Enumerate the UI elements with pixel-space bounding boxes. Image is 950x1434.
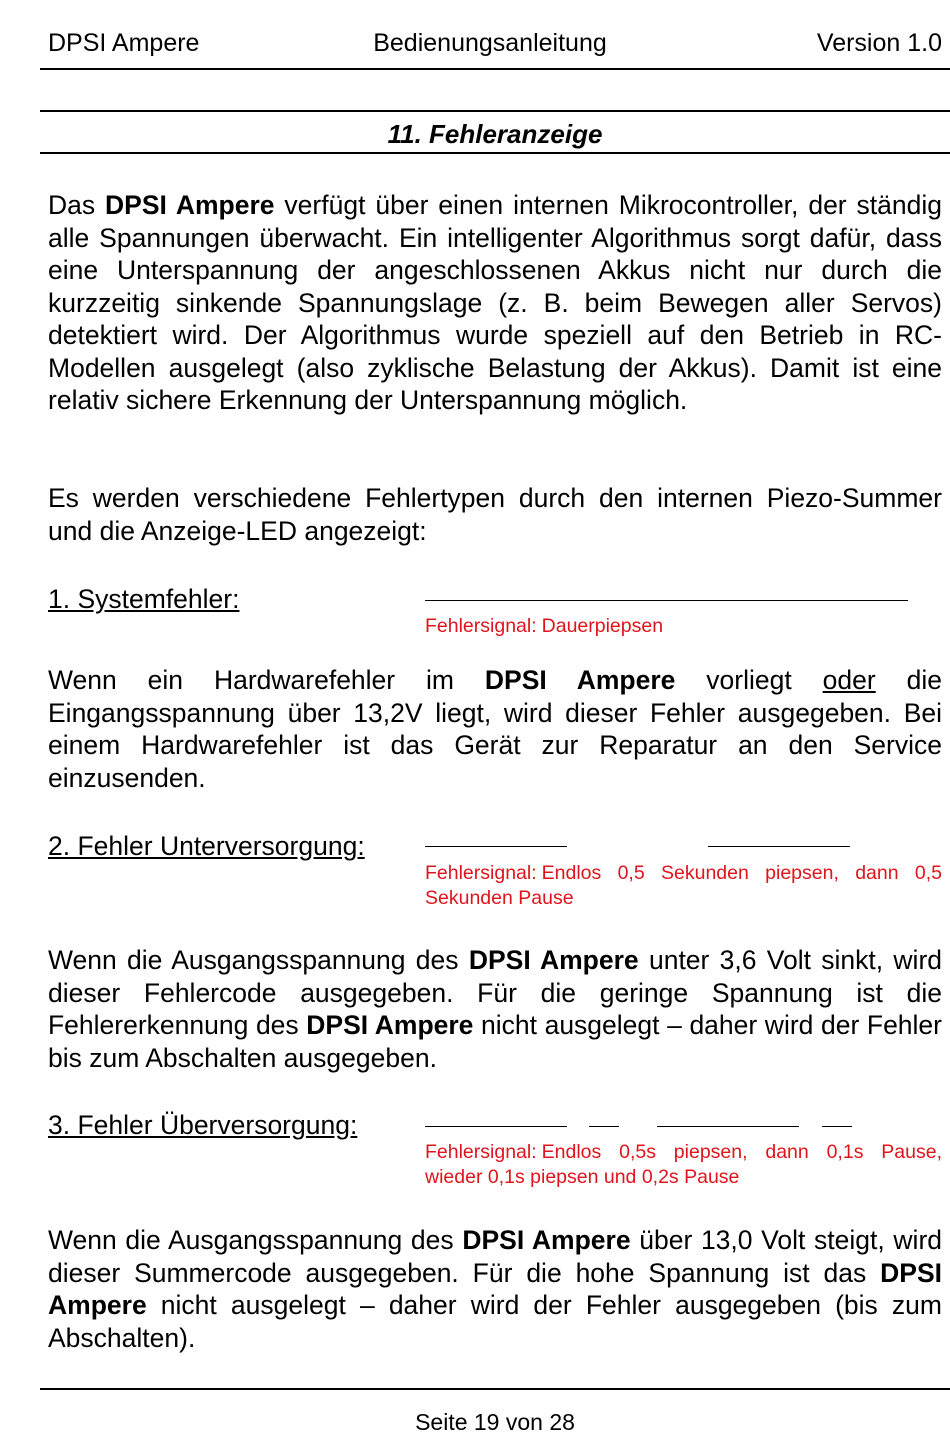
error-2-title: 2. Fehler Unterversorgung: (48, 831, 365, 861)
intro-text-rest: verfügt über einen internen Mikrocontroller, der ständig alle Spannungen überwacht. Ein intelligenter Algorithmus sorgt dafür, dass eine Unterspannung der angeschlossenen Akkus nicht nur durch die kurzzeitig sinkende Spannungslage (z. B. beim Bewegen aller Servos) detektiert wird. Der Algorithmus wurde speziell auf den Betrieb in RC-Modellen ausgelegt (also zyklische Belastung der Akkus). Damit ist eine relativ sichere Erkennung der Unterspannung möglich. (48, 190, 942, 415)
error-3-desc-end: nicht ausgelegt – daher wird der Fehler ausgegeben (bis zum Abschalten). (48, 1290, 942, 1353)
error-2-signal-pulse-2 (708, 846, 850, 847)
intro-text-start: Das (48, 190, 106, 220)
error-3-signal-pulse-4 (822, 1126, 852, 1127)
page-number: Seite 19 von 28 (415, 1409, 575, 1434)
error-1-signal (425, 614, 942, 639)
error-types-paragraph: Es werden verschiedene Fehlertypen durch den internen Piezo-Summer und die Anzeige-LED angezeigt: (48, 483, 942, 546)
underlined-oder: oder (822, 665, 876, 695)
product-name-bold: DPSI Ampere (306, 1010, 474, 1040)
section-title: 11. Fehleranzeige (387, 119, 603, 149)
error-2-signal-pulse-1 (425, 846, 567, 847)
product-name-bold: DPSI Ampere (468, 945, 639, 975)
error-3-signal-pulse-3 (657, 1126, 799, 1127)
header-version: Version 1.0 (816, 29, 942, 57)
error-2-desc-mid: unter 3,6 Volt sinkt, wird dieser Fehlercode ausgegeben. Für die geringe Spannung ist die Fehlererkennung des (48, 945, 943, 1040)
error-1-desc-end: die Eingangsspannung über 13,2V liegt, wird dieser Fehler ausgegeben. Bei einem Hardwarefehler ist das Gerät zur Reparatur an den Service einzusenden. (48, 665, 942, 793)
error-1-desc-mid: vorliegt (675, 665, 823, 695)
error-3-description (48, 1224, 942, 1354)
error-1-desc-start: Wenn ein Hardwarefehler im (48, 665, 485, 695)
product-name-bold: DPSI Ampere (48, 1257, 942, 1320)
error-2-description (48, 944, 942, 1074)
error-2-signal (425, 861, 942, 911)
error-3-signal-pulse-2 (589, 1126, 619, 1127)
header-document-title: Bedienungsanleitung (373, 29, 607, 57)
error-3-desc-start: Wenn die Ausgangsspannung des (48, 1225, 463, 1255)
error-2-signal-text: Endlos 0,5 Sekunden piepsen, dann 0,5 Sekunden Pause (425, 862, 942, 909)
product-name-bold: DPSI Ampere (462, 1225, 631, 1255)
intro-paragraph (48, 189, 942, 417)
footer-rule (40, 1388, 950, 1390)
error-3-signal (425, 1140, 942, 1190)
error-1-signal-pattern (425, 600, 908, 601)
error-3-signal-pulse-1 (425, 1126, 567, 1127)
section-rule-bottom (40, 152, 950, 154)
error-3-signal-label: Fehlersignal: (425, 1141, 537, 1163)
section-rule-top (40, 110, 950, 112)
error-3-signal-text: Endlos 0,5s piepsen, dann 0,1s Pause, wieder 0,1s piepsen und 0,2s Pause (425, 1141, 942, 1188)
product-name-bold: DPSI Ampere (105, 190, 275, 220)
error-1-signal-label: Fehlersignal: (425, 615, 537, 637)
header-product-name: DPSI Ampere (48, 29, 200, 57)
error-3-desc-mid: über 13,0 Volt steigt, wird dieser Summercode ausgegeben. Für die hohe Spannung ist das (48, 1225, 943, 1288)
error-1-description (48, 664, 942, 794)
error-2-desc-end: nicht ausgelegt – daher wird der Fehler bis zum Abschalten ausgegeben. (48, 1010, 942, 1073)
error-2-desc-start: Wenn die Ausgangsspannung des (48, 945, 469, 975)
product-name-bold: DPSI Ampere (484, 665, 676, 695)
error-2-signal-label: Fehlersignal: (425, 862, 537, 884)
error-1-signal-text: Dauerpiepsen (541, 615, 664, 637)
header-rule (40, 68, 950, 70)
error-1-title: 1. Systemfehler: (48, 584, 240, 614)
error-3-title: 3. Fehler Überversorgung: (48, 1110, 358, 1140)
